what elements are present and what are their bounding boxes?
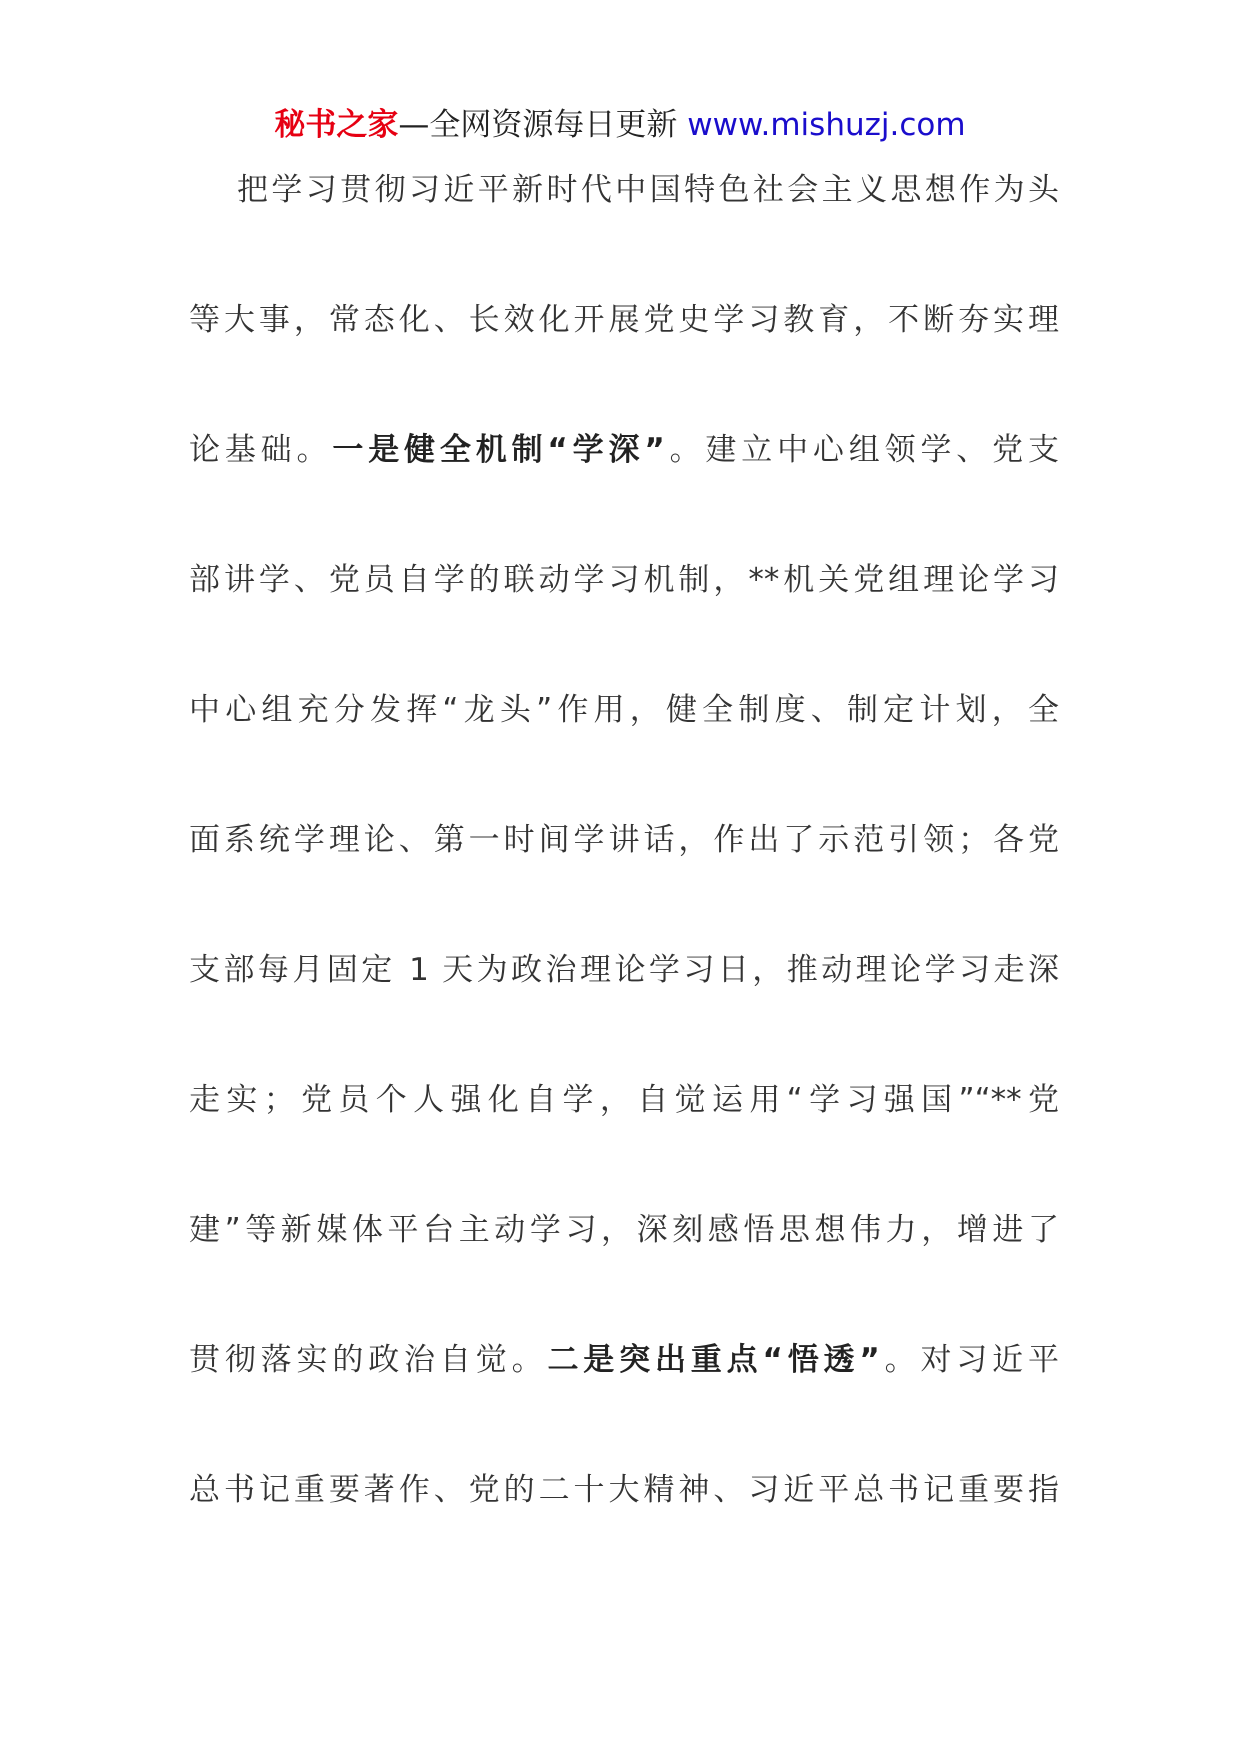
brand-name: 秘书之家: [274, 107, 399, 143]
text-line: [189, 1206, 1059, 1336]
body-text-segment: 总书记重要著作、党的二十大精神、习近平总书记重要指: [189, 1472, 1059, 1508]
text-line: [189, 1466, 1059, 1596]
text-line: [189, 686, 1059, 816]
bold-heading-text: 一是健全机制“学深”: [332, 432, 665, 468]
body-text-segment: 面系统学理论、第一时间学讲话，作出了示范引领；各党: [189, 822, 1059, 858]
body-text-segment: 部讲学、党员自学的联动学习机制，**机关党组理论学习: [189, 562, 1059, 598]
text-line: [189, 426, 1059, 556]
body-text-segment: 贯彻落实的政治自觉。: [189, 1342, 548, 1378]
body-text-segment: 走实；党员个人强化自学，自觉运用“学习强国”“**党: [189, 1082, 1059, 1118]
bold-heading-text: 二是突出重点“悟透”: [547, 1342, 880, 1378]
body-text-segment: 。对习近平: [879, 1342, 1059, 1378]
body-text-segment: 把学习贯彻习近平新时代中国特色社会主义思想作为头: [237, 172, 1059, 208]
body-text-segment: 中心组充分发挥“龙头”作用，健全制度、制定计划，全: [189, 692, 1059, 728]
text-line: [189, 166, 1059, 296]
document-body: [189, 166, 1059, 1596]
body-text-segment: 论基础。: [189, 432, 333, 468]
header-tagline: —全网资源每日更新: [398, 107, 688, 143]
text-line: [189, 556, 1059, 686]
body-text-segment: 支部每月固定 1 天为政治理论学习日，推动理论学习走深: [189, 952, 1059, 988]
text-line: [189, 1336, 1059, 1466]
website-link[interactable]: www.mishuzj.com: [687, 107, 966, 143]
body-text-segment: 建”等新媒体平台主动学习，深刻感悟思想伟力，增进了: [189, 1212, 1059, 1248]
body-text-segment: 。建立中心组领学、党支: [664, 432, 1059, 468]
page-header: [0, 103, 1240, 147]
text-line: [189, 296, 1059, 426]
text-line: [189, 946, 1059, 1076]
body-text-segment: 等大事，常态化、长效化开展党史学习教育，不断夯实理: [189, 302, 1059, 338]
text-line: [189, 816, 1059, 946]
text-line: [189, 1076, 1059, 1206]
